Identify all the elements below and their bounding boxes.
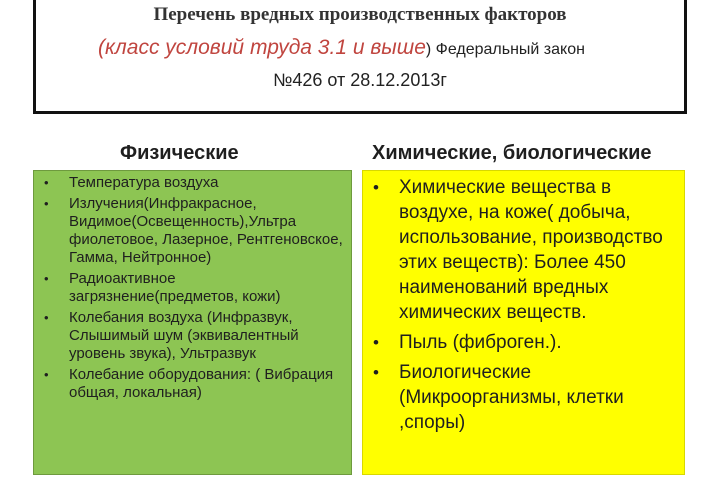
title-class-condition: класс условий труда 3.1 и выше <box>105 36 426 59</box>
bullet-icon: • <box>44 310 49 325</box>
list-item <box>42 195 345 267</box>
heading-chemical-biological: Химические, биологические <box>372 142 652 164</box>
list-item-text: Колебания воздуха (Инфразвук, Слышимый шум (эквивалентный уровень звука), Ультразвук <box>69 309 299 362</box>
list-item <box>42 366 345 402</box>
list-item <box>371 175 678 325</box>
title-main: Перечень вредных производственных факторов <box>153 4 567 25</box>
list-item <box>42 270 345 306</box>
title-box <box>33 0 687 114</box>
list-item-text: Химические вещества в воздухе, на коже( добыча, использование, производство этих веществ): Более 450 наименований вредных химических веществ. <box>399 177 663 323</box>
bullet-icon: • <box>44 175 49 190</box>
list-item-text: Излучения(Инфракрасное, Видимое(Освещенность),Ультра фиолетовое, Лазерное, Рентгеновское, Гамма, Нейтронное) <box>69 195 343 266</box>
chemical-biological-factors-panel <box>362 170 685 475</box>
list-item-text: Биологические (Микроорганизмы, клетки ,споры) <box>399 362 624 433</box>
bullet-icon: • <box>373 363 379 382</box>
title-subline <box>98 36 585 60</box>
bullet-icon: • <box>44 367 49 382</box>
title-paren-close: ) <box>425 41 432 58</box>
chemical-factors-list <box>363 171 684 435</box>
list-item <box>371 360 678 435</box>
bullet-icon: • <box>373 333 379 352</box>
bullet-icon: • <box>44 271 49 286</box>
list-item-text: Радиоактивное загрязнение(предметов, кожи) <box>69 270 281 305</box>
list-item-text: Пыль (фиброген.). <box>399 332 562 353</box>
heading-physical: Физические <box>120 142 239 164</box>
list-item-text: Температура воздуха <box>69 174 219 191</box>
physical-factors-panel <box>33 170 352 475</box>
list-item <box>371 330 678 355</box>
list-item <box>42 309 345 363</box>
physical-factors-list <box>34 171 351 402</box>
bullet-icon: • <box>44 196 49 211</box>
title-paren-open: ( <box>98 36 105 59</box>
title-law-number: №426 от 28.12.2013г <box>273 70 447 90</box>
bullet-icon: • <box>373 178 379 197</box>
list-item-text: Колебание оборудования: ( Вибрация общая, локальная) <box>69 366 334 401</box>
title-law: Федеральный закон <box>431 41 585 58</box>
list-item <box>42 174 345 192</box>
